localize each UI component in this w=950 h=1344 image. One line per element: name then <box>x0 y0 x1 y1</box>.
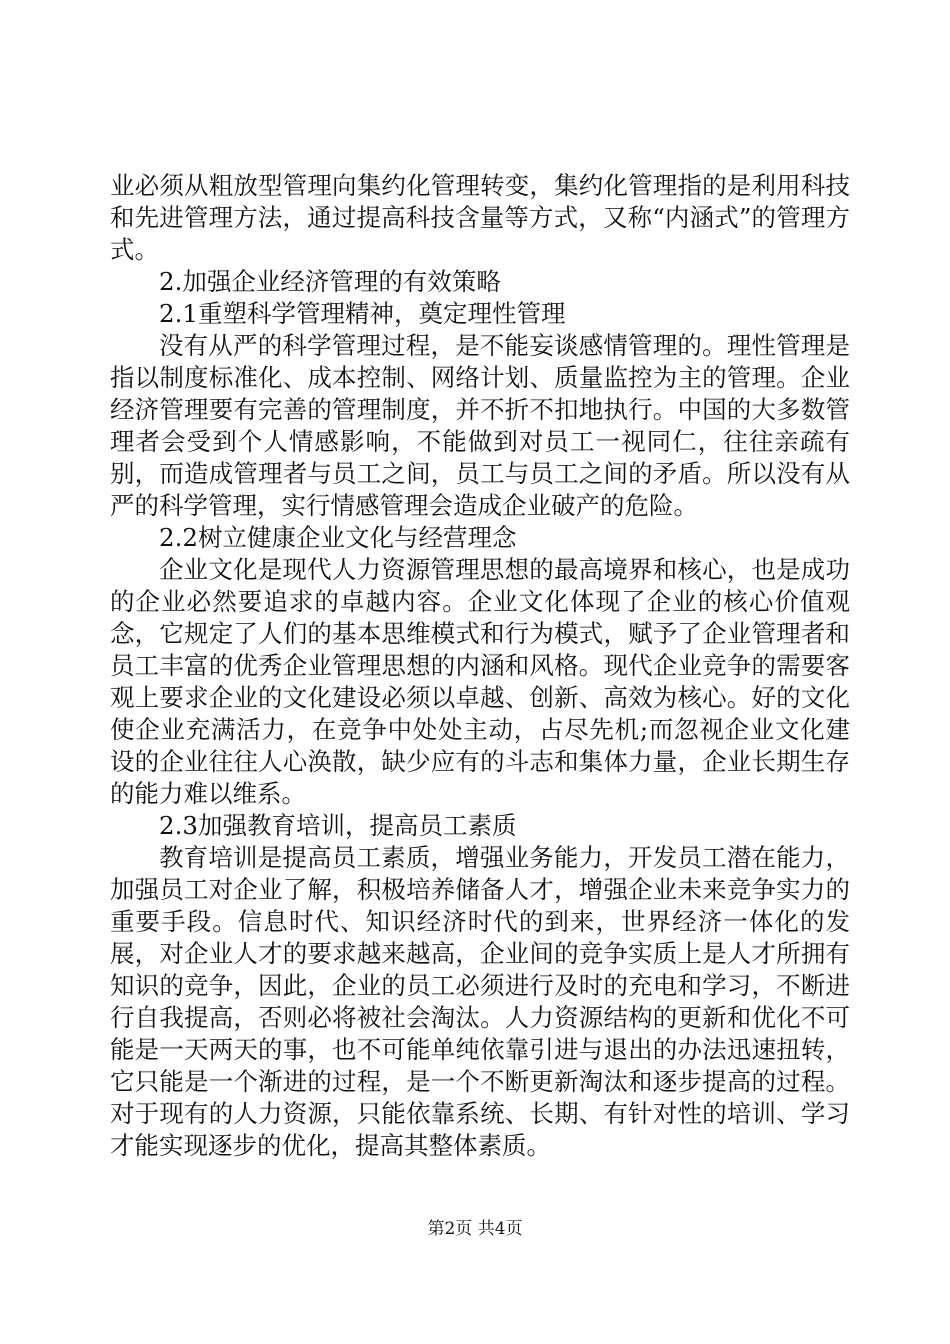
subsection-heading-2-1: 2.1重塑科学管理精神，奠定理性管理 <box>159 299 566 328</box>
page-number-label: 第2页 共4页 <box>427 1219 523 1239</box>
page-footer <box>0 1218 950 1240</box>
paragraph-2-3: 教育培训是提高员工素质，增强业务能力，开发员工潜在能力，加强员工对企业了解，积极培养储备人才，增强企业未来竞争实力的重要手段。信息时代、知识经济时代的到来，世界经济一体化的发展，对企业人才的要求越来越高，企业间的竞争实质上是人才所拥有知识的竞争，因此，企业的员工必须进行及时的充电和学习，不断进行自我提高，否则必将被社会淘汰。人力资源结构的更新和优化不可能是一天两天的事，也不可能单纯依靠引进与退出的办法迅速扭转，它只能是一个渐进的过程，是一个不断更新淘汰和逐步提高的过程。对于现有的人力资源，只能依靠系统、长期、有针对性的培训、学习才能实现逐步的优化，提高其整体素质。 <box>110 843 850 1160</box>
document-body <box>110 170 850 1162</box>
paragraph-2-1: 没有从严的科学管理过程，是不能妄谈感情管理的。理性管理是指以制度标准化、成本控制、网络计划、质量监控为主的管理。企业经济管理要有完善的管理制度，并不折不扣地执行。中国的大多数管理者会受到个人情感影响，不能做到对员工一视同仁，往往亲疏有别，而造成管理者与员工之间，员工与员工之间的矛盾。所以没有从严的科学管理，实行情感管理会造成企业破产的危险。 <box>110 331 850 520</box>
paragraph-continuation: 业必须从粗放型管理向集约化管理转变，集约化管理指的是利用科技和先进管理方法，通过提高科技含量等方式，又称“内涵式”的管理方式。 <box>110 171 850 264</box>
subsection-heading-2-2: 2.2树立健康企业文化与经营理念 <box>159 523 517 552</box>
paragraph-2-2: 企业文化是现代人力资源管理思想的最高境界和核心，也是成功的企业必然要追求的卓越内容。企业文化体现了企业的核心价值观念，它规定了人们的基本思维模式和行为模式，赋予了企业管理者和员工丰富的优秀企业管理思想的内涵和风格。现代企业竞争的需要客观上要求企业的文化建设必须以卓越、创新、高效为核心。好的文化使企业充满活力，在竞争中处处主动，占尽先机;而忽视企业文化建设的企业往往人心涣散，缺少应有的斗志和集体力量，企业长期生存的能力难以维系。 <box>110 555 850 808</box>
subsection-heading-2-3: 2.3加强教育培训，提高员工素质 <box>159 811 517 840</box>
section-heading-2: 2.加强企业经济管理的有效策略 <box>159 267 501 296</box>
